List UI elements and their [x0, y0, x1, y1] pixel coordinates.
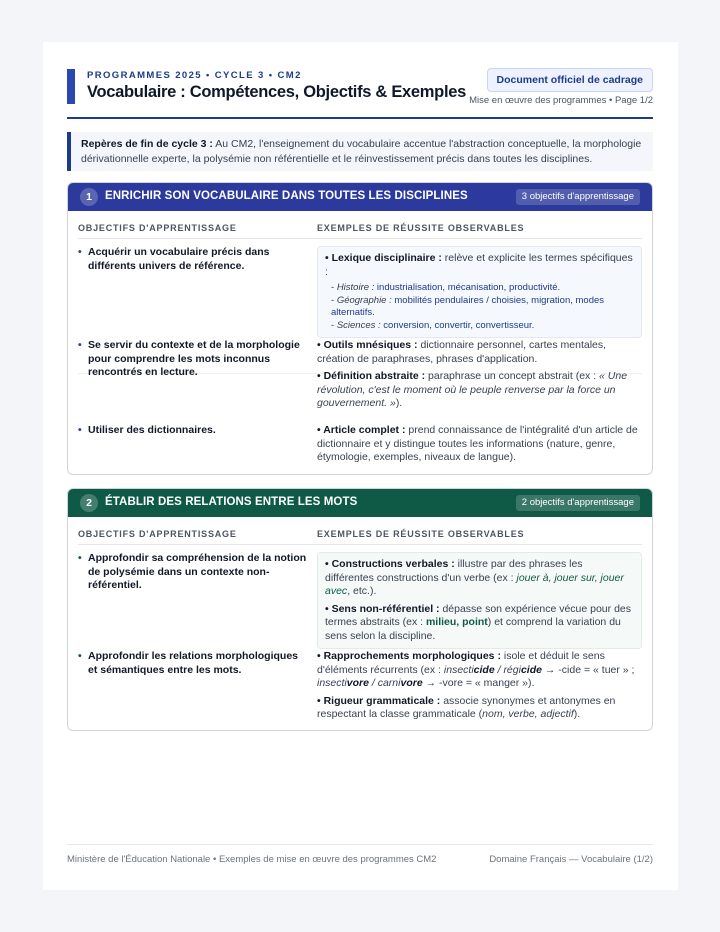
example-italic: jouer à, jouer sur, jouer avec	[325, 571, 624, 597]
word-sep: /	[368, 677, 378, 689]
document-badge: Document officiel de cadrage	[487, 68, 653, 92]
examples-box	[317, 246, 642, 338]
word-part: carni	[377, 677, 401, 689]
objectives-count-badge: 2 objectifs d'apprentissage	[516, 495, 640, 511]
example-text-end: ) et comprend la variation du sens selon la discipline.	[325, 616, 621, 642]
column-headers	[78, 221, 642, 239]
example-text: prend connaissance de l'intégralité d'un article de dictionnaire et y distingue toutes les informations (nature, genre, étymologie, exemples, niveaux de langue).	[317, 424, 638, 463]
example-text: isole et déduit le sens d'éléments récurrents (ex :	[317, 650, 605, 676]
col-examples-header: EXEMPLES DE RÉUSSITE OBSERVABLES	[317, 529, 525, 539]
page-footer	[67, 844, 653, 865]
page-meta: Mise en œuvre des programmes • Page 1/2	[469, 95, 653, 106]
section-header	[68, 183, 652, 211]
word-part: insecti	[317, 677, 347, 689]
col-examples-header: EXEMPLES DE RÉUSSITE OBSERVABLES	[317, 223, 525, 233]
example-strong: milieu, point	[425, 616, 488, 628]
sub-terms: industrialisation, mécanisation, productivité.	[374, 282, 561, 293]
example-text: associe synonymes et antonymes en respectant la classe grammaticale (	[317, 694, 616, 720]
objective-text: • Acquérir un vocabulaire précis dans différents univers de référence.	[78, 246, 308, 273]
section-relations	[67, 488, 653, 731]
header-accent-bar	[67, 69, 75, 104]
word-part: insecti	[443, 663, 474, 676]
section-title: ÉTABLIR DES RELATIONS ENTRE LES MOTS	[105, 496, 358, 508]
example-text: → -cide = « tuer » ;	[541, 663, 635, 676]
header-eyebrow: PROGRAMMES 2025 • CYCLE 3 • CM2	[87, 70, 302, 81]
footer-right: Domaine Français — Vocabulaire (1/2)	[489, 854, 653, 865]
reperes-text: Au CM2, l'enseignement du vocabulaire accentue l'abstraction conceptuelle, la morphologie dérivationnelle experte, la polysémie non référentielle et le réinvestissement précis dans toutes les disciplines.	[81, 138, 642, 165]
example-label: • Rapprochements morphologiques :	[317, 650, 501, 662]
examples-block	[317, 339, 642, 415]
example-text: dictionnaire personnel, cartes mentales, création de paraphrases, phrases d'application.	[317, 339, 607, 365]
section-number: 2	[80, 494, 98, 512]
examples-box	[317, 552, 642, 649]
examples-block	[317, 424, 642, 469]
example-text-end: ).	[395, 397, 403, 409]
example-text-end: → -vore = « manger »).	[422, 677, 535, 689]
example-text-end: , etc.).	[347, 585, 377, 597]
word-morpheme: cide	[473, 663, 495, 676]
objective-text: • Se servir du contexte et de la morphologie pour comprendre les mots inconnus rencontrés en lecture.	[78, 339, 308, 380]
example-label: • Lexique disciplinaire :	[325, 252, 442, 264]
objective-text: • Approfondir les relations morphologiques et sémantiques entre les mots.	[78, 650, 308, 677]
objective-text: • Approfondir sa compréhension de la notion de polysémie dans un contexte non-référentiel.	[78, 552, 308, 593]
example-text: illustre par des phrases les différentes constructions d'un verbe (ex :	[325, 558, 583, 584]
word-part: régi	[503, 663, 521, 676]
word-morpheme: vore	[400, 677, 423, 689]
example-label: • Définition abstraite :	[317, 370, 426, 382]
sub-domain: Histoire :	[336, 282, 375, 293]
example-label: • Constructions verbales :	[325, 558, 455, 570]
reperes-label: Repères de fin de cycle 3 :	[81, 138, 213, 150]
column-headers	[78, 527, 642, 545]
sub-example: - Sciences : conversion, convertir, convertisseur.	[331, 319, 535, 331]
example-text: relève et explicite les termes spécifiques :	[325, 252, 633, 278]
footer-left: Ministère de l'Éducation Nationale • Exemples de mise en œuvre des programmes CM2	[67, 854, 437, 865]
section-header	[68, 489, 652, 517]
word-morpheme: vore	[346, 677, 369, 689]
sub-example: - Géographie : mobilités pendulaires / choisies, migration, modes alternatifs.	[331, 294, 605, 318]
example-label: • Article complet :	[317, 424, 406, 436]
document-page	[43, 42, 678, 890]
example-quote: « Une révolution, c'est le moment où le peuple renverse par la force un gouvernement. »	[317, 370, 628, 409]
example-label: • Outils mnésiques :	[317, 339, 418, 351]
sub-domain: Sciences :	[336, 319, 381, 331]
col-objectives-header: OBJECTIFS D'APPRENTISSAGE	[78, 223, 237, 233]
example-text: dépasse son expérience vécue pour des termes abstraits (ex :	[325, 602, 631, 628]
example-text: paraphrase un concept abstrait (ex :	[425, 370, 600, 382]
example-label: • Rigueur grammaticale :	[317, 694, 441, 707]
sub-example: - Histoire : industrialisation, mécanisation, productivité.	[331, 282, 561, 293]
example-label: • Sens non-référentiel :	[325, 602, 440, 615]
examples-block	[317, 650, 642, 726]
page-title: Vocabulaire : Compétences, Objectifs & Exemples	[87, 83, 466, 101]
word-sep: /	[494, 663, 504, 676]
sub-domain: Géographie :	[336, 294, 392, 306]
section-enrichir	[67, 182, 653, 475]
example-italic: nom, verbe, adjectif	[482, 708, 574, 720]
word-morpheme: cide	[520, 663, 542, 676]
sub-terms: mobilités pendulaires / choisies, migration, modes alternatifs.	[331, 294, 605, 318]
section-number: 1	[80, 188, 98, 206]
example-text-end: ).	[573, 708, 581, 720]
page-header	[67, 68, 653, 118]
section-title: ENRICHIR SON VOCABULAIRE DANS TOUTES LES DISCIPLINES	[105, 190, 468, 202]
sub-terms: conversion, convertir, convertisseur.	[380, 319, 535, 331]
objectives-count-badge: 3 objectifs d'apprentissage	[516, 189, 640, 205]
objective-text: • Utiliser des dictionnaires.	[78, 424, 308, 438]
reperes-callout	[67, 132, 653, 171]
header-divider	[67, 117, 653, 119]
col-objectives-header: OBJECTIFS D'APPRENTISSAGE	[78, 529, 237, 539]
